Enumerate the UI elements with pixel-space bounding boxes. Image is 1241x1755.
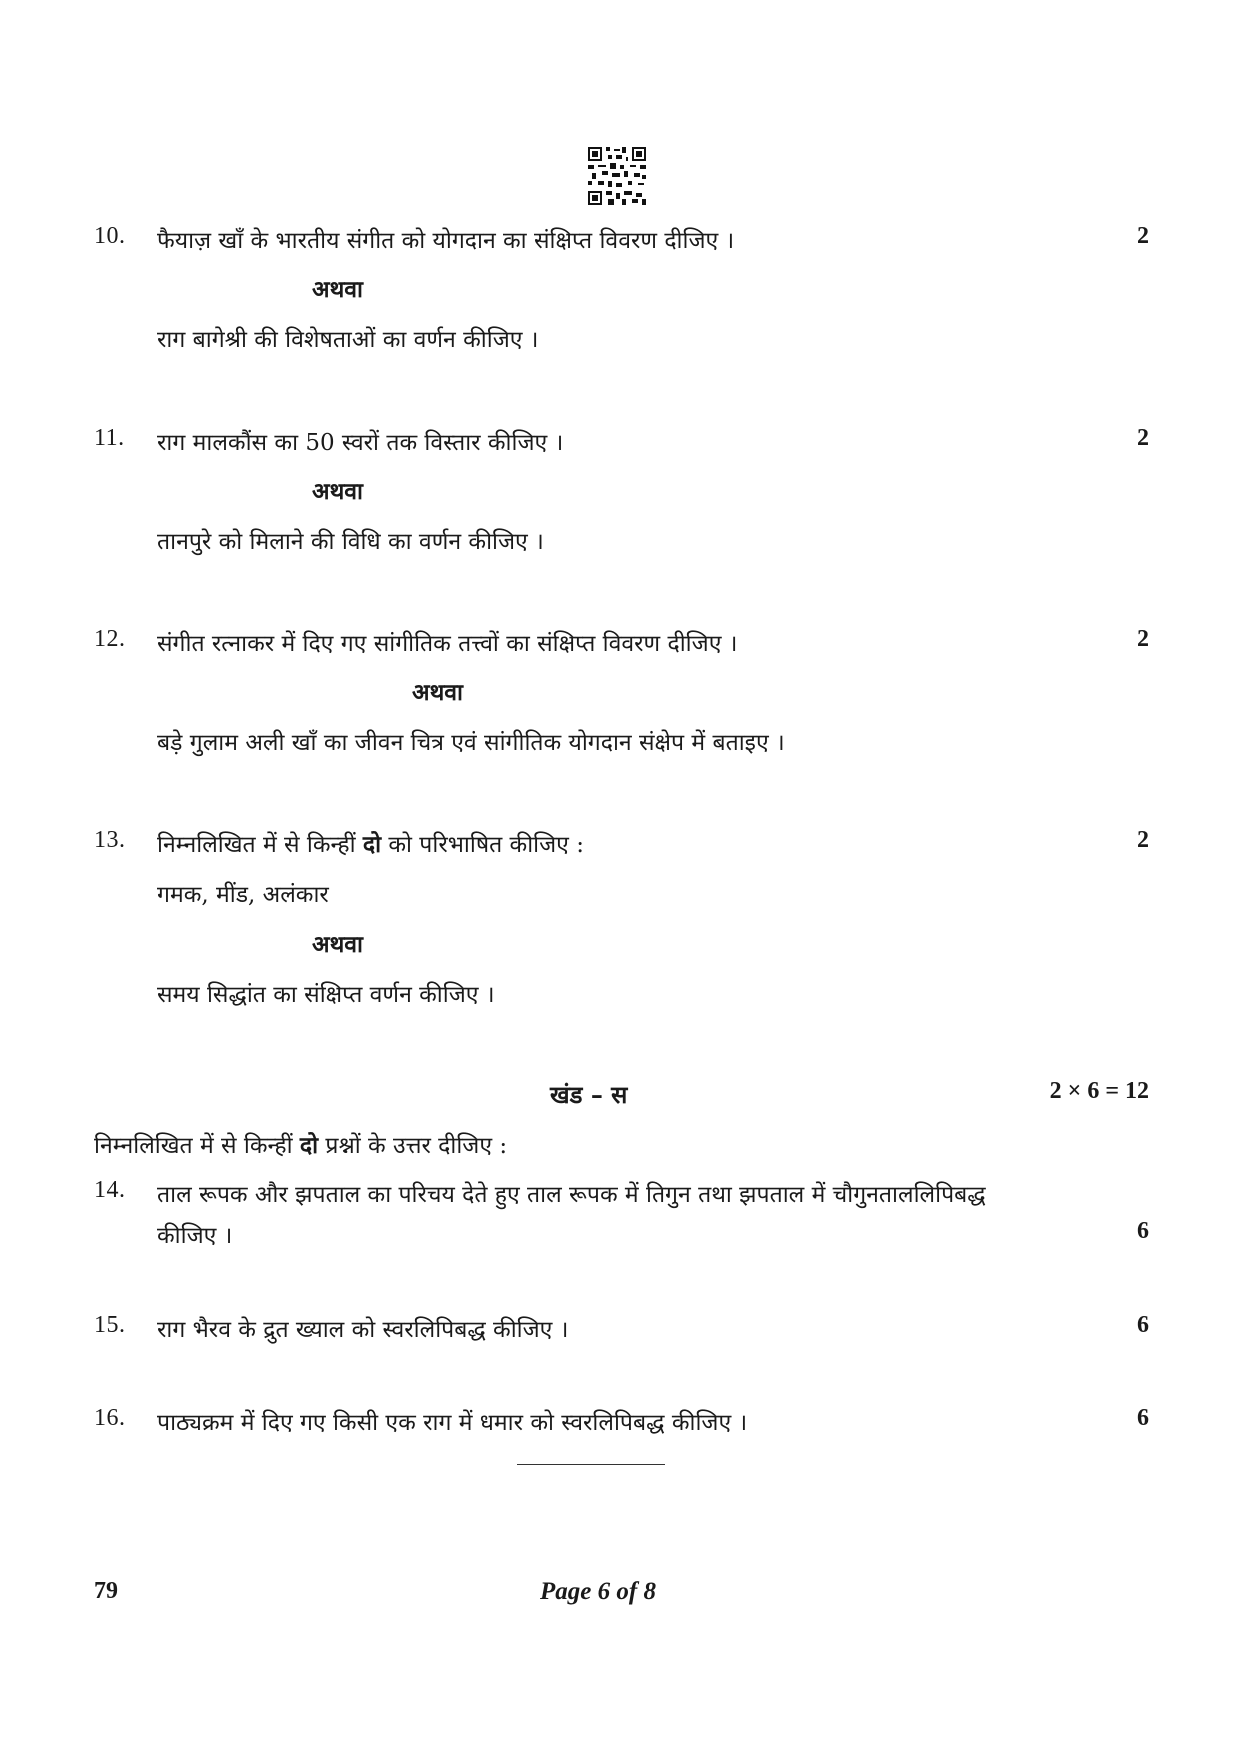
question-marks: 6 — [1137, 1218, 1149, 1244]
or-label: अथवा — [412, 679, 464, 706]
end-divider — [517, 1464, 665, 1465]
question-marks: 2 — [1137, 425, 1149, 451]
or-label: अथवा — [312, 931, 364, 958]
question-text: निम्नलिखित में से किन्हीं दो को परिभाषित कीजिए : — [157, 831, 584, 858]
question-text: संगीत रत्नाकर में दिए गए सांगीतिक तत्त्वों का संक्षिप्त विवरण दीजिए । — [157, 631, 738, 657]
section-title: खंड – स — [550, 1080, 628, 1109]
question-text: राग भैरव के द्रुत ख्याल को स्वरलिपिबद्ध कीजिए । — [157, 1317, 569, 1343]
question-text: राग मालकौंस का 50 स्वरों तक विस्तार कीजिए । — [157, 430, 564, 456]
question-text: ताल रूपक और झपताल का परिचय देते हुए ताल रूपक में तिगुन तथा झपताल में चौगुनताललिपिबद्ध — [157, 1182, 986, 1208]
question-marks: 2 — [1137, 827, 1149, 853]
question-number: 14. — [94, 1177, 126, 1203]
question-marks: 6 — [1137, 1312, 1149, 1338]
question-number: 13. — [94, 827, 126, 853]
question-text: पाठ्यक्रम में दिए गए किसी एक राग में धमार को स्वरलिपिबद्ध कीजिए । — [157, 1410, 748, 1436]
page-number: Page 6 of 8 — [540, 1578, 656, 1605]
alternative-question-text: राग बागेश्री की विशेषताओं का वर्णन कीजिए । — [157, 327, 539, 353]
question-marks: 2 — [1137, 223, 1149, 249]
section-instruction: निम्नलिखित में से किन्हीं दो प्रश्नों के उत्तर दीजिए : — [94, 1132, 508, 1159]
section-marks: 2 × 6 = 12 — [1049, 1078, 1149, 1104]
question-marks: 2 — [1137, 626, 1149, 652]
or-label: अथवा — [312, 478, 364, 505]
alternative-question-text: तानपुरे को मिलाने की विधि का वर्णन कीजिए । — [157, 529, 544, 555]
or-label: अथवा — [312, 276, 364, 303]
paper-code: 79 — [94, 1578, 118, 1604]
question-marks: 6 — [1137, 1405, 1149, 1431]
terms-list: गमक, मींड, अलंकार — [157, 882, 329, 908]
qr-code-icon — [588, 147, 646, 205]
alternative-question-text: समय सिद्धांत का संक्षिप्त वर्णन कीजिए । — [157, 982, 495, 1008]
question-text-continued: कीजिए । — [157, 1223, 233, 1249]
alternative-question-text: बड़े गुलाम अली खाँ का जीवन चित्र एवं सांगीतिक योगदान संक्षेप में बताइए । — [157, 730, 785, 756]
question-number: 11. — [94, 425, 125, 451]
question-number: 15. — [94, 1312, 126, 1338]
question-number: 16. — [94, 1405, 126, 1431]
question-number: 12. — [94, 626, 126, 652]
question-text: फैयाज़ खाँ के भारतीय संगीत को योगदान का संक्षिप्त विवरण दीजिए । — [157, 228, 735, 254]
emphasis-word: दो — [362, 831, 382, 858]
question-number: 10. — [94, 223, 126, 249]
emphasis-word: दो — [299, 1132, 319, 1159]
